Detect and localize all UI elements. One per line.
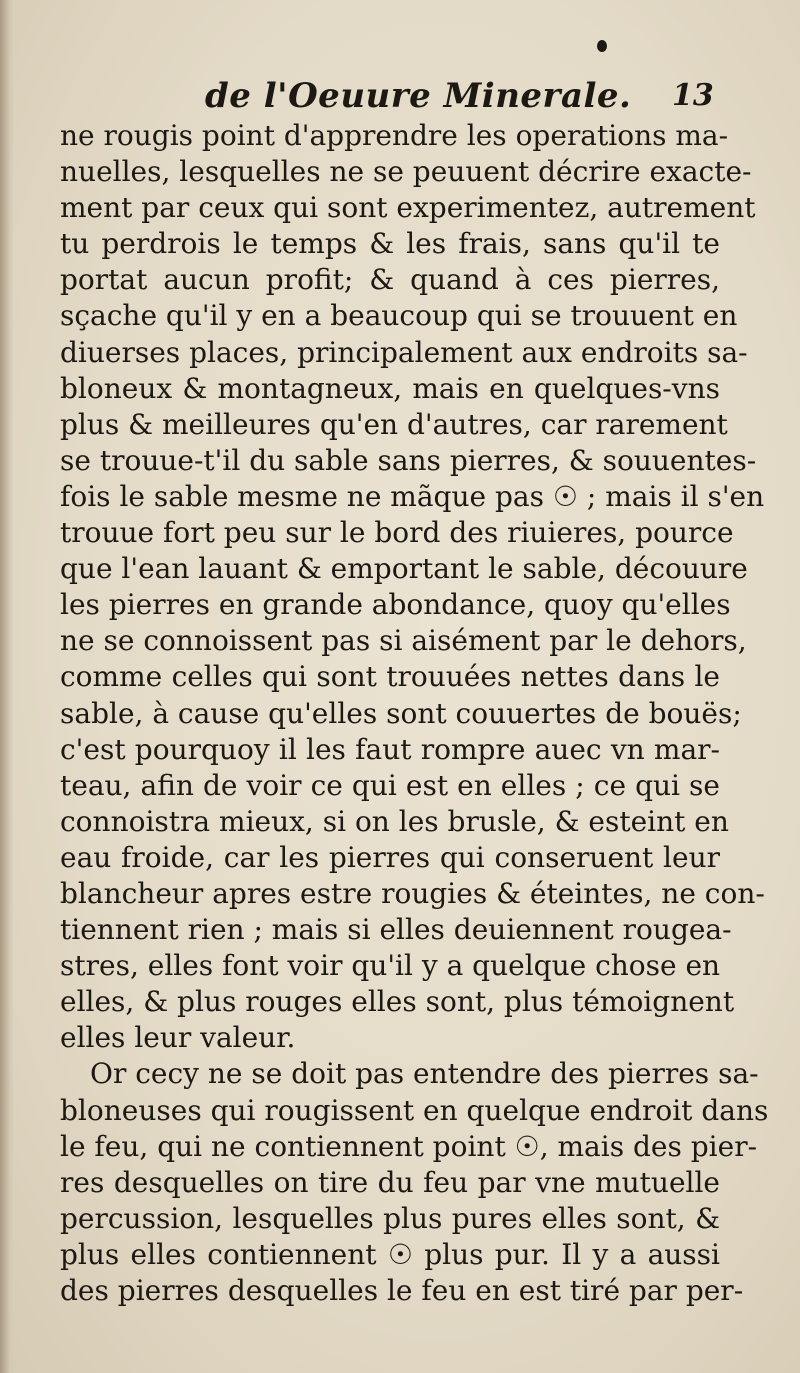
- text-line: fois le sable mesme ne mãque pas ☉ ; mais il s'en: [60, 479, 765, 513]
- text-line: comme celles qui sont trouuées nettes dans le: [60, 660, 720, 694]
- text-line: portat aucun profit; & quand à ces pierres,: [60, 263, 720, 297]
- text-line: bloneuses qui rougissent en quelque endroit dans: [60, 1093, 769, 1127]
- ink-dot: [597, 40, 607, 52]
- text-line: diuerses places, principalement aux endroits sa-: [60, 335, 748, 369]
- text-line: ne se connoissent pas si aisément par le dehors,: [60, 624, 747, 658]
- text-line: eau froide, car les pierres qui conseruent leur: [60, 840, 720, 874]
- text-line: ne rougis point d'apprendre les operations ma-: [60, 119, 729, 152]
- page-number: 13: [672, 78, 714, 113]
- text-line: tu perdrois le temps & les frais, sans qu'il te: [60, 227, 720, 261]
- text-line: trouue fort peu sur le bord des riuieres, pource: [60, 516, 734, 550]
- text-line: plus elles contiennent ☉ plus pur. Il y a aussi: [60, 1237, 720, 1271]
- text-line: se trouue-t'il du sable sans pierres, & souuentes-: [60, 443, 757, 477]
- text-line: bloneux & montagneux, mais en quelques-vns: [60, 371, 720, 405]
- text-line: teau, afin de voir ce qui est en elles ; ce qui se: [60, 768, 720, 802]
- text-line: blancheur apres estre rougies & éteintes, ne con-: [60, 876, 765, 910]
- text-line: plus & meilleures qu'en d'autres, car rarement: [60, 407, 728, 441]
- body-text: [60, 118, 769, 1309]
- text-line: que l'ean lauant & emportant le sable, découure: [60, 552, 748, 586]
- text-line: le feu, qui ne contiennent point ☉, mais des pier-: [60, 1129, 758, 1163]
- text-line: ment par ceux qui sont experimentez, autrement: [60, 191, 756, 225]
- text-line: percussion, lesquelles plus pures elles sont, &: [60, 1201, 720, 1235]
- text-line: elles, & plus rouges elles sont, plus témoignent: [60, 985, 735, 1019]
- text-line: elles leur valeur.: [60, 1021, 296, 1055]
- text-line: des pierres desquelles le feu en est tiré par per-: [60, 1274, 744, 1307]
- text-line: connoistra mieux, si on les brusle, & esteint en: [60, 804, 729, 838]
- text-line: tiennent rien ; mais si elles deuiennent rougea-: [60, 913, 732, 947]
- page-header: [0, 72, 800, 122]
- text-line: nuelles, lesquelles ne se peuuent décrire exacte-: [60, 155, 752, 189]
- text-line: sçache qu'il y en a beaucoup qui se trouuent en: [60, 299, 738, 333]
- text-line: Or cecy ne se doit pas entendre des pierres sa-: [90, 1057, 759, 1091]
- text-line: c'est pourquoy il les faut rompre auec vn mar-: [60, 732, 720, 766]
- running-title: de l'Oeuure Minerale.: [205, 76, 632, 116]
- text-line: stres, elles font voir qu'il y a quelque chose en: [60, 949, 721, 983]
- text-line: les pierres en grande abondance, quoy qu'elles: [60, 588, 731, 622]
- page-gutter-shadow: [0, 0, 14, 1373]
- text-line: res desquelles on tire du feu par vne mutuelle: [60, 1165, 720, 1199]
- text-line: sable, à cause qu'elles sont couuertes de bouës;: [60, 696, 742, 730]
